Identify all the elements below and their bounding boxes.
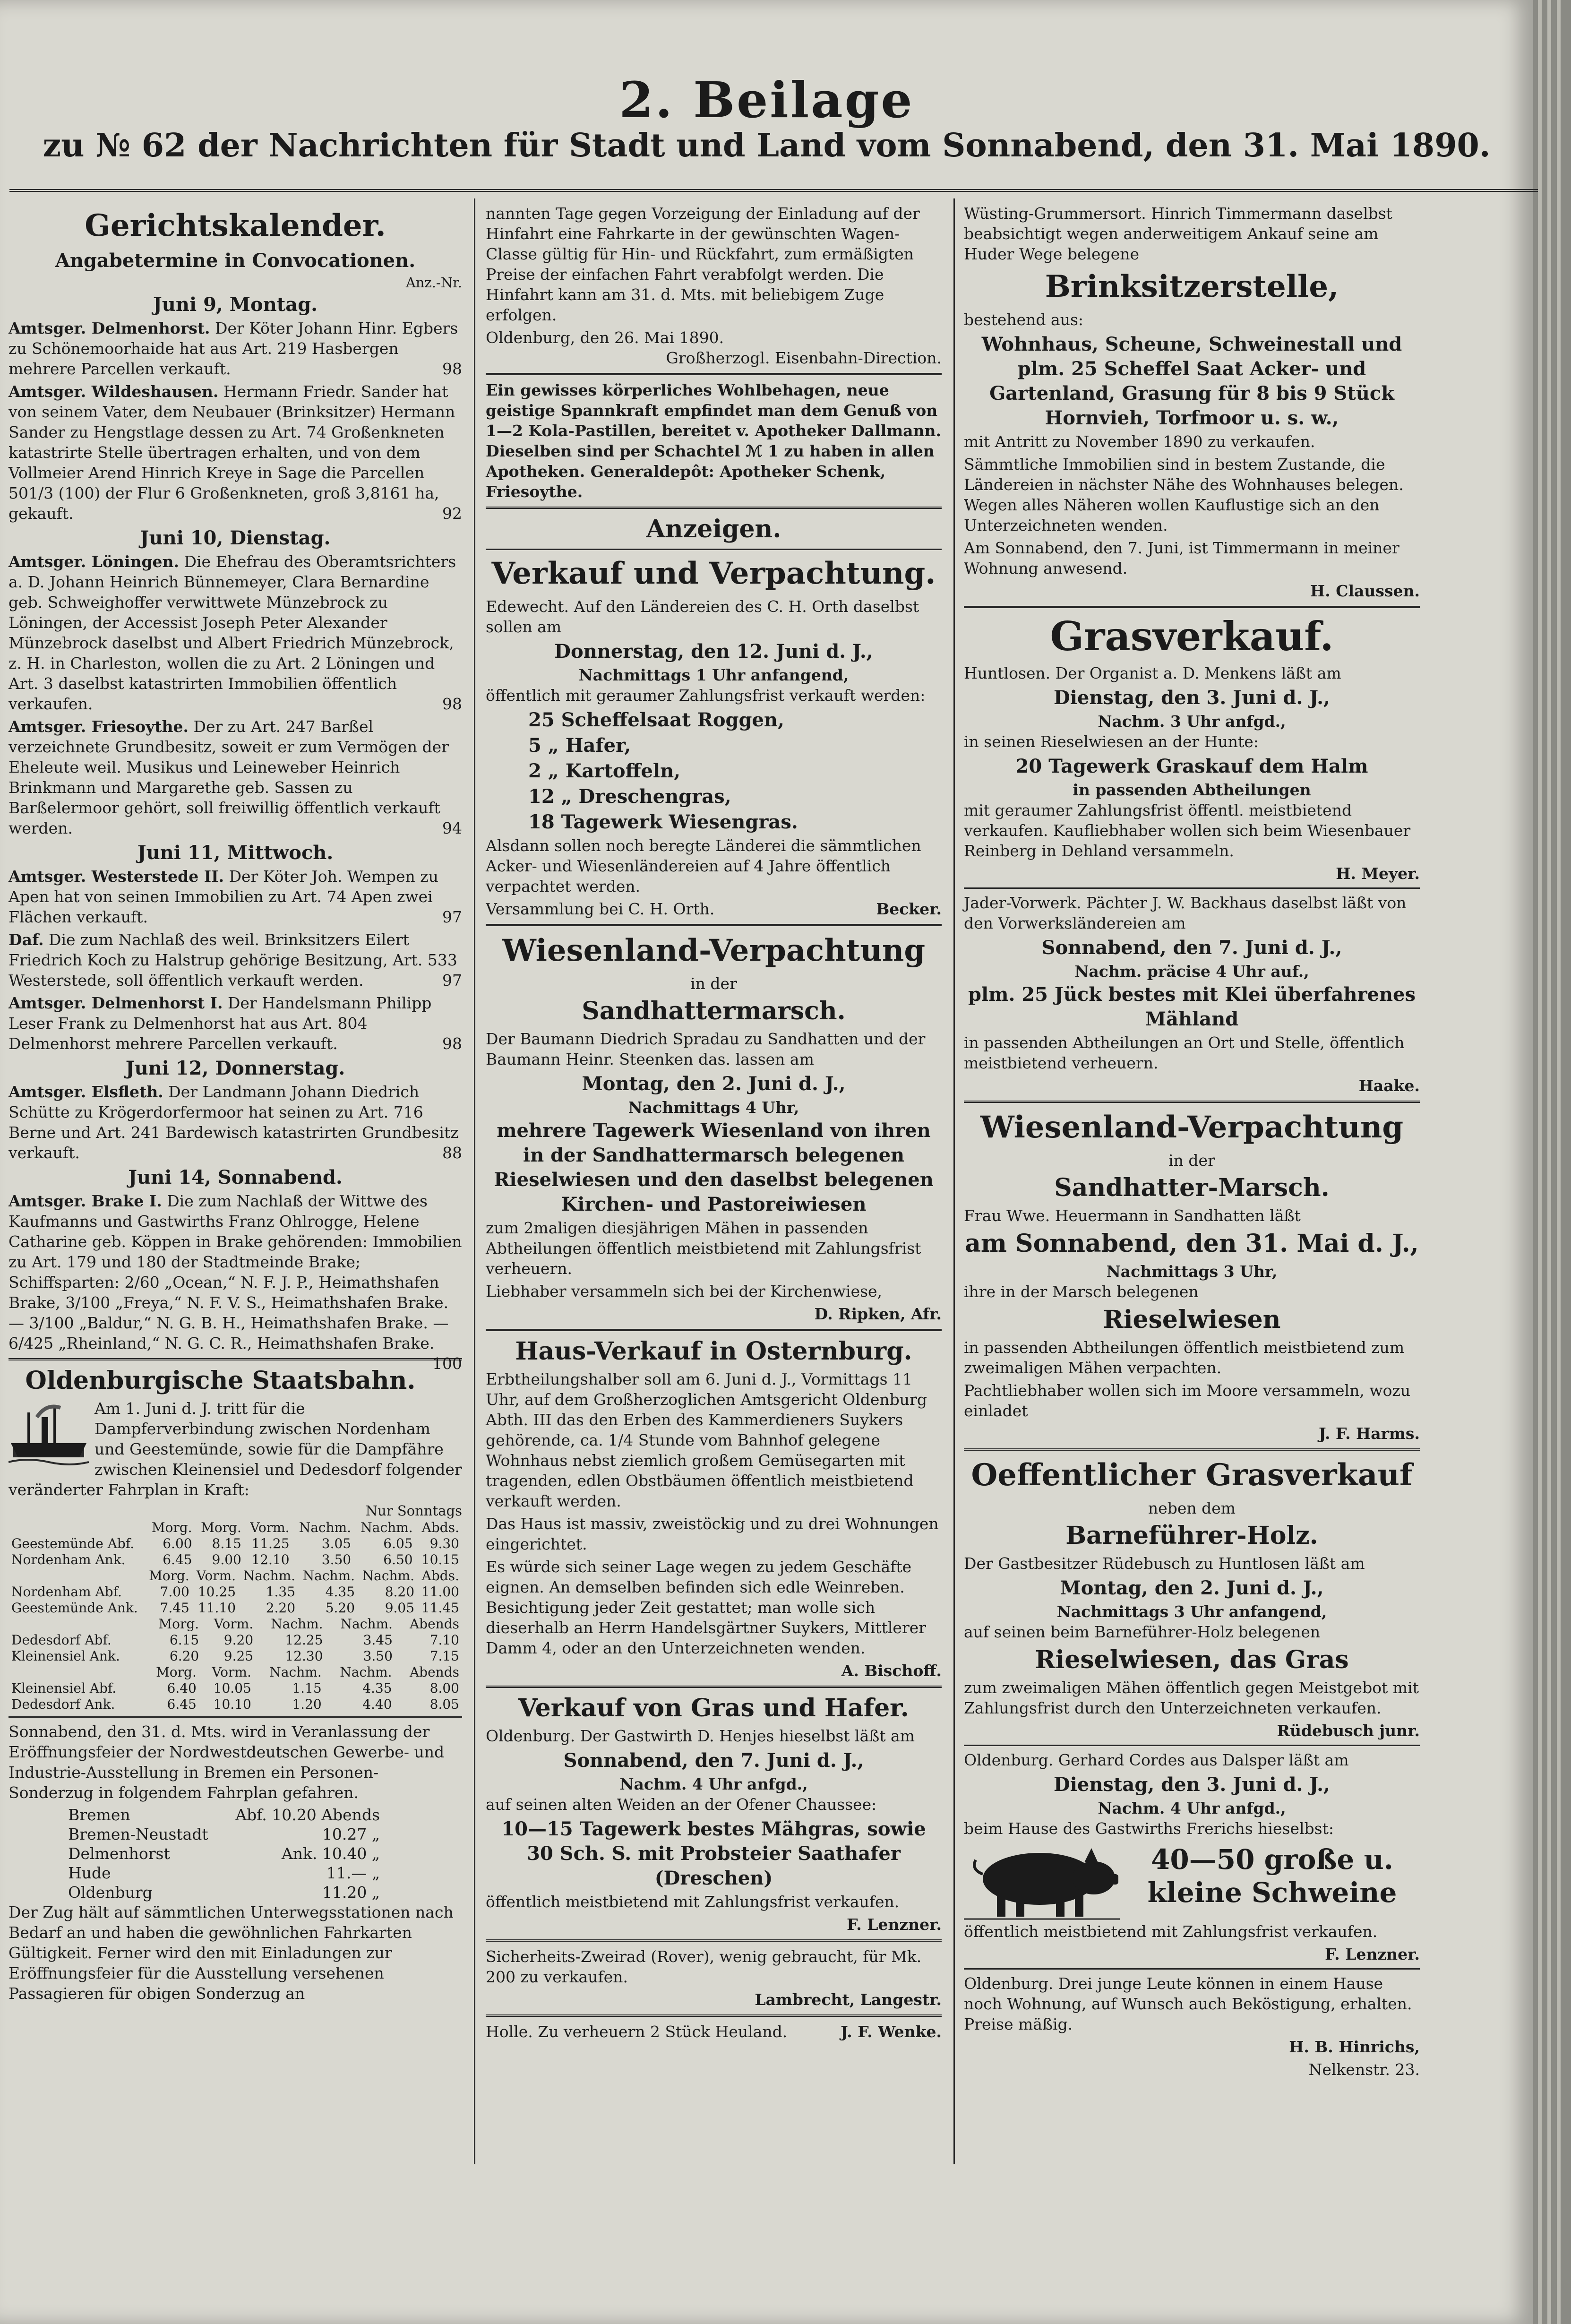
- timetable-cell: 2.20: [266, 1600, 296, 1616]
- ad-date: Dienstag, den 3. Juni d. J.,: [1054, 1773, 1330, 1796]
- timetable-cell: Vorm.: [250, 1520, 290, 1535]
- ad-time: Nachmittags 3 Uhr,: [1106, 1262, 1278, 1281]
- entry-number: 100: [432, 1354, 462, 1373]
- timetable-cell: 7.00: [160, 1584, 189, 1600]
- section-rule: [486, 507, 942, 509]
- page-edge: [1538, 0, 1542, 2324]
- timetable-cell: 11.00: [421, 1584, 459, 1600]
- timetable-cell: Dedesdorf Abf.: [11, 1632, 112, 1648]
- ad-signature: [486, 899, 942, 919]
- timetable-cell: 6.15: [169, 1632, 199, 1648]
- rail-intro: [9, 1398, 462, 1500]
- timetable-nordenham: [9, 1520, 462, 1568]
- ad-highlight: 40—50 große u. kleine Schweine: [1147, 1843, 1397, 1909]
- court-text: Der Handelsmann Philipp Leser Frank zu Delmenhorst hat aus Art. 804 Delmenhorst mehrere Parcellen verkauft.: [9, 994, 432, 1053]
- entry-number: 98: [442, 1034, 462, 1053]
- timetable-cell: Morg.: [158, 1616, 199, 1632]
- ad-highlight: 20 Tagewerk Graskauf dem Halm: [1015, 755, 1368, 777]
- ad-heading: Verkauf von Gras und Hafer.: [518, 1694, 909, 1722]
- ad-text: Sämmtliche Immobilien sind in bestem Zustande, die Ländereien in nächster Nähe des Wohnhauses belegen. Wegen alles Näheren wollen Kauflustige sich an den Unterzeichneten wenden.: [964, 455, 1404, 534]
- timetable-cell: 7.45: [160, 1600, 189, 1616]
- timetable-cell: 8.15: [212, 1536, 241, 1551]
- anz-label: Anz.-Nr.: [405, 275, 462, 291]
- ad-text: öffentlich meistbietend mit Zahlungsfrist verkaufen.: [964, 1922, 1378, 1941]
- court-entry: [9, 318, 462, 379]
- timetable-cell: 1.15: [292, 1680, 322, 1696]
- court-entry: [9, 1191, 462, 1373]
- timetable-cell: 3.50: [321, 1552, 352, 1567]
- timetable-cell: 6.40: [167, 1680, 197, 1696]
- timetable-cell: Kleinensiel Abf.: [11, 1680, 117, 1696]
- timetable-cell: 9.00: [212, 1552, 241, 1567]
- section-rule: [486, 1939, 942, 1942]
- timetable-cell: Vorm.: [196, 1568, 236, 1584]
- court-text: Hermann Friedr. Sander hat von seinem Vater, dem Neubauer (Brinksitzer) Hermann Sander zu Hengstlage dessen zu Art. 74 Großenkneten katastrirte Stelle übertragen erhalten, und von dem Vollmeier Arend Hinrich Kreye in Sage die Parcellen 501/3 (100) der Flur 6 Großenkneten, groß 3,8161 ha, gekauft.: [9, 382, 455, 523]
- timetable-cell: 9.05: [385, 1600, 415, 1616]
- page-subtitle: zu № 62 der Nachrichten für Stadt und Land vom Sonnabend, den 31. Mai 1890.: [43, 127, 1491, 164]
- special-train-schedule: [65, 1805, 383, 1902]
- timetable-cell: Nachm.: [271, 1616, 323, 1632]
- timetable-kleinensiel: [9, 1664, 462, 1713]
- ad-text: in der: [690, 974, 737, 993]
- ad-subheading: Sandhatter-Marsch.: [1054, 1173, 1330, 1202]
- rail-intro-text: Am 1. Juni d. J. tritt für die Dampferverbindung zwischen Nordenham und Geestemünde, sowie für die Dampfähre zwischen Kleinensiel und Dedesdorf folgender veränderter Fahrplan in Kraft:: [9, 1399, 462, 1499]
- ad-text: in passenden Abtheilungen: [1073, 781, 1311, 799]
- page-title: 2. Beilage: [619, 71, 914, 129]
- timetable-cell: 6.45: [167, 1696, 197, 1712]
- timetable-cell: 8.05: [429, 1696, 459, 1712]
- ad-sign: J. F. Wenke.: [841, 2023, 942, 2041]
- ad-text: ihre in der Marsch belegenen: [964, 1283, 1199, 1301]
- ad-text: Erbtheilungshalber soll am 6. Juni d. J., Vormittags 11 Uhr, auf dem Großherzoglichen Amtsgericht Oldenburg Abth. III das den Erben des Kammerdieners Suykers gehörende, ca. 1/4 Stunde vom Bahnhof gelegene Wohnhaus nebst ziemlich großem Gemüsegarten mit tragenden, edlen Obstbäumen öffentlich meistbietend verkauft werden.: [486, 1370, 927, 1510]
- ad-highlight: 10—15 Tagewerk bestes Mähgras, sowie 30 Sch. S. mit Probsteier Saathafer (Dreschen): [501, 1818, 926, 1889]
- ads-heading: Anzeigen.: [646, 515, 781, 543]
- timetable-cell: 3.05: [321, 1536, 352, 1551]
- ad-text: Der Gastbesitzer Rüdebusch zu Huntlosen läßt am: [964, 1554, 1365, 1573]
- ad-text: mit Antritt zu November 1890 zu verkaufen.: [964, 432, 1315, 451]
- ad-item: 5 „ Hafer,: [528, 734, 631, 757]
- header-rule: [9, 189, 1538, 192]
- timetable-cell: 12.30: [285, 1648, 323, 1664]
- timetable-cell: Abends: [409, 1616, 459, 1632]
- timetable-cell: 12.25: [285, 1632, 323, 1648]
- timetable-cell: Vorm.: [214, 1616, 254, 1632]
- timetable-cell: 1.20: [292, 1696, 322, 1712]
- timetable-header-row: [9, 1568, 462, 1584]
- sunday-note: Nur Sonntags: [365, 1503, 462, 1519]
- ad-time: Nachm. 3 Uhr anfgd.,: [1098, 712, 1286, 731]
- court-entry: [9, 930, 462, 990]
- timetable-row: [65, 1883, 383, 1902]
- ad-sign: Rüdebusch junr.: [1277, 1721, 1420, 1740]
- ad-sign: H. Meyer.: [1336, 864, 1420, 883]
- pig-icon: [964, 1841, 1120, 1921]
- ad-date: Dienstag, den 3. Juni d. J.,: [1054, 687, 1330, 709]
- timetable-row: [9, 1536, 462, 1552]
- timetable-cell: Nachm.: [361, 1520, 413, 1535]
- section-rule: [9, 1358, 462, 1360]
- timetable-row: [9, 1552, 462, 1568]
- timetable-cell: 4.35: [362, 1680, 392, 1696]
- section-rule: [964, 1745, 1420, 1746]
- timetable-cell: [9, 1616, 146, 1632]
- entry-number: 92: [442, 504, 462, 523]
- rail-closing: Der Zug hält auf sämmtlichen Unterwegsstationen nach Bedarf an und haben die gewöhnlichen Fahrkarten Gültigkeit. Ferner wird den mit Einladungen zur Eröffnungsfeier für die Ausstellung versehenen Passagieren für obigen Sonderzug an: [9, 1903, 454, 2003]
- timetable-cell: 7.10: [429, 1632, 459, 1648]
- entry-date: Juni 9, Montag.: [153, 293, 318, 316]
- timetable-cell: 6.00: [163, 1536, 192, 1551]
- ad-date: Montag, den 2. Juni d. J.,: [582, 1073, 846, 1095]
- sign-place: Oldenburg, den 26. Mai 1890.: [486, 328, 724, 347]
- ad-heading: Oeffentlicher Grasverkauf: [971, 1457, 1413, 1493]
- timetable-cell: Hude: [68, 1864, 111, 1882]
- pig-ad: [964, 1841, 1420, 1921]
- timetable-row: [9, 1680, 462, 1696]
- timetable-cell: Ank. 10.40 „: [281, 1844, 380, 1863]
- timetable-cell: 3.50: [363, 1648, 393, 1664]
- timetable-cell: 10.05: [213, 1680, 251, 1696]
- ad-heading: Grasverkauf.: [1050, 613, 1334, 660]
- timetable-geestemuende: [9, 1568, 462, 1616]
- ad-time: Nachm. präcise 4 Uhr auf.,: [1074, 962, 1309, 981]
- ad-text: Oldenburg. Drei junge Leute können in einem Hause noch Wohnung, auf Wunsch auch Beköstigung, erhalten. Preise mäßig.: [964, 1974, 1412, 2033]
- ad-sign: Haake.: [1358, 1076, 1420, 1095]
- holle-ad: [486, 2022, 942, 2042]
- ad-text: Holle. Zu verheuern 2 Stück Heuland.: [486, 2023, 788, 2041]
- section-rule: [964, 1448, 1420, 1451]
- timetable-cell: Nordenham Ank.: [11, 1552, 126, 1567]
- ad-text: bestehend aus:: [964, 310, 1084, 329]
- timetable-row: [9, 1584, 462, 1600]
- section-rule: [964, 887, 1420, 889]
- court-name: Amtsger. Delmenhorst I.: [9, 994, 223, 1012]
- court-name: Amtsger. Wildeshausen.: [9, 382, 219, 401]
- ad-time: Nachmittags 3 Uhr anfangend,: [1056, 1602, 1327, 1621]
- timetable-cell: Oldenburg: [68, 1883, 153, 1902]
- rail-continuation: nannten Tage gegen Vorzeigung der Einladung auf der Hinfahrt eine Fahrkarte in der gewünschten Wagen-Classe gültig für Hin- und Rückfahrt, zum ermäßigten Preise der einfachen Fahrt verabfolgt werden. Die Hinfahrt kann am 31. d. Mts. mit beliebigem Zuge erfolgen.: [486, 204, 920, 324]
- section-rule: [486, 1329, 942, 1331]
- ad-text: Oldenburg. Gerhard Cordes aus Dalsper läßt am: [964, 1751, 1349, 1769]
- timetable-cell: Nachm.: [340, 1616, 393, 1632]
- court-entry: [9, 716, 462, 838]
- timetable-cell: 4.35: [325, 1584, 355, 1600]
- timetable-header-row: [9, 1616, 462, 1632]
- timetable-cell: Morg.: [156, 1664, 197, 1680]
- ad-text: Der Baumann Diedrich Spradau zu Sandhatten und der Baumann Heinr. Steenken das. lassen am: [486, 1030, 926, 1068]
- ad-text: beim Hause des Gastwirths Frerichs hieselbst:: [964, 1819, 1334, 1838]
- section-rule: [486, 373, 942, 375]
- ad-text: neben dem: [1148, 1499, 1236, 1517]
- entry-number: 97: [442, 971, 462, 990]
- timetable-cell: Abends: [409, 1664, 459, 1680]
- timetable-cell: Nachm.: [243, 1568, 296, 1584]
- timetable-cell: Delmenhorst: [68, 1844, 170, 1863]
- ad-sign: A. Bischoff.: [841, 1661, 942, 1680]
- ad-subheading: Sandhattermarsch.: [582, 997, 846, 1025]
- timetable-header-row: [9, 1664, 462, 1680]
- ad-text: auf seinen alten Weiden an der Ofener Chaussee:: [486, 1795, 877, 1814]
- court-entry: [9, 551, 462, 714]
- entry-number: 98: [442, 695, 462, 713]
- timetable-cell: Bremen-Neustadt: [68, 1825, 208, 1843]
- timetable-row: [9, 1648, 462, 1664]
- bicycle-ad: Sicherheits-Zweirad (Rover), wenig gebraucht, für Mk. 200 zu verkaufen.: [486, 1947, 922, 1986]
- timetable-cell: 11.— „: [326, 1864, 380, 1882]
- court-entry: [9, 381, 462, 524]
- court-name: Amtsger. Elsfleth.: [9, 1083, 163, 1101]
- ad-heading: Brinksitzerstelle,: [1045, 269, 1339, 304]
- timetable-cell: 11.25: [251, 1536, 290, 1551]
- section-rule: [964, 606, 1420, 608]
- ad-heading: Verkauf und Verpachtung.: [491, 556, 936, 591]
- ad-date: Sonnabend, den 7. Juni d. J.,: [1041, 937, 1342, 959]
- ad-item: 18 Tagewerk Wiesengras.: [528, 811, 798, 833]
- ad-sign: F. Lenzner.: [847, 1915, 942, 1934]
- court-text: Der zu Art. 247 Barßel verzeichnete Grundbesitz, soweit er zum Vermögen der Eheleute weil. Musikus und Leineweber Heinrich Brinkmann und Margarethe geb. Sassen zu Barßelermoor gehört, soll freiwillig öffentlich verkauft werden.: [9, 717, 449, 837]
- ad-text: in passenden Abtheilungen an Ort und Stelle, öffentlich meistbietend verheuern.: [964, 1033, 1405, 1072]
- ad-text: Es würde sich seiner Lage wegen zu jedem Geschäfte eignen. An demselben befinden sich edle Weinreben. Besichtigung jeder Zeit gestattet; man wolle sich dieserhalb an Herrn Handelsgärtner Suykers, Mittlerer Damm 4, oder an den Unterzeichneten wenden.: [486, 1558, 927, 1657]
- timetable-cell: Nachm.: [269, 1664, 322, 1680]
- ad-heading: Haus-Verkauf in Osternburg.: [515, 1337, 912, 1366]
- timetable-cell: 7.15: [429, 1648, 459, 1664]
- court-name: Amtsger. Brake I.: [9, 1192, 162, 1210]
- entry-date: Juni 14, Sonnabend.: [128, 1166, 343, 1188]
- ad-text: Edewecht. Auf den Ländereien des C. H. Orth daselbst sollen am: [486, 597, 919, 636]
- special-train-notice: Sonnabend, den 31. d. Mts. wird in Veranlassung der Eröffnungsfeier der Nordwestdeutschen Gewerbe- und Industrie-Ausstellung in Bremen ein Personen-Sonderzug in folgendem Fahrplan gefahren.: [9, 1722, 445, 1802]
- ad-text: Liebhaber versammeln sich bei der Kirchenwiese,: [486, 1282, 883, 1300]
- ad-sign: H. Claussen.: [1310, 582, 1420, 600]
- timetable-cell: 5.20: [325, 1600, 355, 1616]
- timetable-cell: Morg.: [149, 1568, 189, 1584]
- timetable-cell: Morg.: [201, 1520, 241, 1535]
- court-text: Die zum Nachlaß des weil. Brinksitzers Eilert Friedrich Koch zu Halstrup gehörige Besitzung, Art. 533 Westerstede, soll öffentlich verkauft werden.: [9, 930, 457, 990]
- ad-text: auf seinen beim Barneführer-Holz belegenen: [964, 1623, 1321, 1641]
- ad-date: am Sonnabend, den 31. Mai d. J.,: [965, 1229, 1419, 1258]
- timetable-cell: Geestemünde Ank.: [11, 1600, 138, 1616]
- ad-sign: Lambrecht, Langestr.: [755, 1990, 942, 2009]
- ad-sign: Becker.: [876, 900, 942, 918]
- section-rule: [9, 1716, 462, 1718]
- court-calendar-heading: Gerichtskalender.: [85, 208, 386, 243]
- timetable-row: [9, 1600, 462, 1616]
- timetable-cell: 6.20: [169, 1648, 199, 1664]
- timetable-cell: 9.25: [223, 1648, 254, 1664]
- ad-time: Nachmittags 4 Uhr,: [628, 1098, 799, 1117]
- ad-heading: Wiesenland-Verpachtung: [980, 1110, 1404, 1145]
- timetable-cell: Bremen: [68, 1806, 130, 1824]
- timetable-cell: 11.10: [197, 1600, 236, 1616]
- court-text: Der Köter Johann Hinr. Egbers zu Schönemoorhaide hat aus Art. 219 Hasbergen mehrere Parcellen verkauft.: [9, 319, 458, 378]
- timetable-cell: 12.10: [251, 1552, 290, 1567]
- column-divider: [474, 198, 475, 2164]
- ad-item: 25 Scheffelsaat Roggen,: [528, 709, 784, 731]
- timetable-cell: 3.45: [363, 1632, 393, 1648]
- court-entry: [9, 993, 462, 1054]
- ad-text: in seinen Rieselwiesen an der Hunte:: [964, 732, 1259, 751]
- ad-highlight: Wohnhaus, Scheune, Schweinestall und plm. 25 Scheffel Saat Acker- und Gartenland, Grasung für 8 bis 9 Stück Hornvieh, Torfmoor u. s. w.,: [981, 333, 1402, 429]
- court-text: Die zum Nachlaß der Wittwe des Kaufmanns und Gastwirths Franz Ohlrogge, Helene Catharine geb. Köppen in Brake gehörenden: Immobilien zu Art. 179 und 180 der Stadtmeinde Brake; Schiffsparten: 2/60 „Ocean,“ N. F. J. P., Heimathshafen Brake, 3/100 „Freya,“ N. F. V. S., Heimathshafen Brake. — 3/100 „Baldur,“ N. G. B. H., Heimathshafen Brake. — 6/425 „Rheinland,“ N. G. C. R., Heimathshafen Brake.: [9, 1192, 462, 1352]
- ad-address: Nelkenstr. 23.: [1308, 2060, 1420, 2079]
- ad-text: zum zweimaligen Mähen öffentlich gegen Meistgebot mit Zahlungsfrist durch den Unterzeichneten verkaufen.: [964, 1678, 1419, 1717]
- ad-text: Jader-Vorwerk. Pächter J. W. Backhaus daselbst läßt von den Vorwerksländereien am: [964, 894, 1407, 932]
- timetable-cell: 11.20 „: [322, 1883, 380, 1902]
- entry-date: Juni 12, Donnerstag.: [125, 1057, 345, 1079]
- ad-text: Frau Wwe. Heuermann in Sandhatten läßt: [964, 1206, 1301, 1225]
- timetable-cell: 6.45: [163, 1552, 192, 1567]
- timetable-cell: Nachm.: [302, 1568, 355, 1584]
- ad-text: Pachtliebhaber wollen sich im Moore versammeln, wozu einladet: [964, 1381, 1411, 1420]
- timetable-cell: 10.10: [213, 1696, 251, 1712]
- sign-authority: Großherzogl. Eisenbahn-Direction.: [666, 349, 942, 367]
- timetable-cell: Nordenham Abf.: [11, 1584, 122, 1600]
- timetable-cell: 6.50: [383, 1552, 413, 1567]
- timetable-cell: 4.40: [362, 1696, 392, 1712]
- timetable-dedesdorf: [9, 1616, 462, 1664]
- kola-ad: Ein gewisses körperliches Wohlbehagen, neue geistige Spannkraft empfindet man dem Genuß von 1—2 Kola-Pastillen, bereitet v. Apotheker Dallmann. Dieselben sind per Schachtel ℳ 1 zu haben in allen Apotheken. Generaldepôt: Apotheker Schenk, Friesoythe.: [486, 381, 941, 501]
- court-entry: [9, 866, 462, 927]
- ad-text: in der: [1168, 1151, 1215, 1170]
- timetable-cell: Morg.: [151, 1520, 192, 1535]
- section-rule: [486, 549, 942, 550]
- timetable-cell: [9, 1568, 145, 1584]
- timetable-cell: Abds.: [421, 1568, 459, 1584]
- timetable-cell: Nachm.: [340, 1664, 392, 1680]
- timetable-row: [65, 1825, 383, 1844]
- entry-number: 97: [442, 908, 462, 926]
- entry-number: 88: [442, 1144, 462, 1162]
- rail-signature: [486, 327, 942, 368]
- ad-text: öffentlich mit geraumer Zahlungsfrist verkauft werden:: [486, 686, 926, 705]
- timetable-cell: [9, 1664, 143, 1680]
- page-edge: [1557, 0, 1561, 2324]
- ad-time: Nachm. 4 Uhr anfgd.,: [1098, 1799, 1286, 1817]
- column-3: [964, 203, 1420, 2082]
- court-name: Daf.: [9, 930, 44, 949]
- court-name: Amtsger. Delmenhorst.: [9, 319, 210, 337]
- timetable-cell: 10.15: [421, 1552, 459, 1567]
- timetable-header-row: [9, 1520, 462, 1536]
- ad-sign: H. B. Hinrichs,: [1289, 2038, 1420, 2056]
- timetable-cell: 6.05: [383, 1536, 413, 1551]
- ad-text: öffentlich meistbietend mit Zahlungsfrist verkaufen.: [486, 1893, 900, 1911]
- ad-time: Nachmittags 1 Uhr anfangend,: [578, 666, 849, 684]
- ad-text: Versammlung bei C. H. Orth.: [486, 900, 715, 918]
- ad-text: Oldenburg. Der Gastwirth D. Henjes hieselbst läßt am: [486, 1727, 915, 1745]
- ad-time: Nachm. 4 Uhr anfgd.,: [619, 1775, 808, 1793]
- court-entry: [9, 1082, 462, 1163]
- timetable-cell: 10.25: [197, 1584, 236, 1600]
- ad-date: Montag, den 2. Juni d. J.,: [1060, 1577, 1324, 1599]
- section-rule: [486, 1686, 942, 1688]
- court-text: Die Ehefrau des Oberamtsrichters a. D. Johann Heinrich Bünnemeyer, Clara Bernardine geb. Schweighoffer verwittwete Münzebrock zu Löningen, der Accessist Joseph Peter Alexander Münzebrock daselbst und Albert Friedrich Münzebrock, z. H. in Charleston, wollen die zu Art. 2 Löningen und Art. 3 daselbst katastrirten Immobilien öffentlich verkaufen.: [9, 552, 456, 713]
- section-rule: [486, 924, 942, 926]
- ad-text: Huntlosen. Der Organist a. D. Menkens läßt am: [964, 664, 1341, 682]
- timetable-cell: [9, 1520, 146, 1536]
- column-1: [9, 203, 462, 2006]
- timetable-cell: 1.35: [266, 1584, 296, 1600]
- timetable-cell: 8.20: [385, 1584, 415, 1600]
- court-text: Der Landmann Johann Diedrich Schütte zu Krögerdorfermoor hat seinen zu Art. 716 Berne und Art. 241 Bardewisch katastrirten Grundbesitz verkauft.: [9, 1083, 459, 1162]
- ad-text: zum 2maligen diesjährigen Mähen in passenden Abtheilungen öffentlich meistbietend mit Zahlungsfrist verheuern.: [486, 1219, 921, 1278]
- timetable-row: [65, 1844, 383, 1863]
- timetable-row: [65, 1805, 383, 1825]
- timetable-cell: Abds.: [421, 1520, 459, 1535]
- ad-text: in passenden Abtheilungen öffentlich meistbietend zum zweimaligen Mähen verpachten.: [964, 1338, 1405, 1377]
- timetable-row: [65, 1863, 383, 1883]
- ad-subheading: Barneführer-Holz.: [1065, 1521, 1318, 1550]
- timetable-cell: Nachm.: [299, 1520, 352, 1535]
- entry-date: Juni 11, Mittwoch.: [137, 842, 334, 864]
- timetable-cell: Vorm.: [212, 1664, 251, 1680]
- timetable-cell: 10.27 „: [322, 1825, 380, 1843]
- column-2: [486, 203, 942, 2044]
- entry-date: Juni 10, Dienstag.: [140, 527, 331, 549]
- ad-text: Am Sonnabend, den 7. Juni, ist Timmermann in meiner Wohnung anwesend.: [964, 539, 1399, 577]
- ad-text: mit geraumer Zahlungsfrist öffentl. meistbietend verkaufen. Kaufliebhaber wollen sich beim Wiesenbauer Reinberg in Dehland versammeln.: [964, 801, 1411, 860]
- court-calendar-subheading: Angabetermine in Convocationen.: [55, 250, 416, 272]
- court-name: Amtsger. Westerstede II.: [9, 867, 224, 886]
- ad-text: Das Haus ist massiv, zweistöckig und zu drei Wohnungen eingerichtet.: [486, 1515, 939, 1553]
- entry-number: 94: [442, 819, 462, 837]
- ad-date: Donnerstag, den 12. Juni d. J.,: [554, 640, 873, 663]
- ad-text: Wüsting-Grummersort. Hinrich Timmermann daselbst beabsichtigt wegen anderweitigem Ankauf seine am Huder Wege belegene: [964, 204, 1392, 263]
- ad-heading: Wiesenland-Verpachtung: [502, 933, 926, 968]
- timetable-cell: Abf. 10.20 Abends: [235, 1806, 380, 1824]
- timetable-cell: 9.20: [223, 1632, 254, 1648]
- ad-highlight: Rieselwiesen, das Gras: [1035, 1645, 1349, 1674]
- section-rule: [964, 1101, 1420, 1103]
- timetable-cell: Geestemünde Abf.: [11, 1536, 135, 1551]
- timetable-cell: 8.00: [429, 1680, 459, 1696]
- timetable-row: [9, 1696, 462, 1713]
- entry-number: 98: [442, 360, 462, 378]
- ad-sign: D. Ripken, Afr.: [814, 1305, 942, 1323]
- ad-date: Sonnabend, den 7. Juni d. J.,: [563, 1749, 864, 1772]
- rail-heading: Oldenburgische Staatsbahn.: [25, 1366, 416, 1395]
- ad-highlight: mehrere Tagewerk Wiesenland von ihren in der Sandhattermarsch belegenen Rieselwiesen und den daselbst belegenen Kirchen- und Pastoreiwiesen: [494, 1119, 934, 1215]
- ad-item: 12 „ Dreschengras,: [528, 785, 731, 808]
- timetable-cell: 11.45: [421, 1600, 459, 1616]
- court-name: Amtsger. Löningen.: [9, 552, 180, 571]
- section-rule: [486, 2014, 942, 2017]
- steamship-icon: [9, 1398, 89, 1469]
- ad-item: 2 „ Kartoffeln,: [528, 760, 681, 782]
- timetable-cell: Nachm.: [362, 1568, 415, 1584]
- timetable-cell: 9.30: [429, 1536, 459, 1551]
- page-edge: [1547, 0, 1551, 2324]
- ad-sign: J. F. Harms.: [1318, 1424, 1420, 1443]
- ad-text: Alsdann sollen noch beregte Länderei die sämmtlichen Acker- und Wiesenländereien auf 4 Jahre öffentlich verpachtet werden.: [486, 836, 921, 895]
- timetable-cell: Kleinensiel Ank.: [11, 1648, 120, 1664]
- timetable-row: [9, 1632, 462, 1648]
- court-text: Der Köter Joh. Wempen zu Apen hat von seinen Immobilien zu Art. 74 Apen zwei Flächen verkauft.: [9, 867, 438, 926]
- ad-highlight: Rieselwiesen: [1103, 1305, 1281, 1334]
- ad-sign: F. Lenzner.: [1325, 1945, 1420, 1963]
- ad-highlight: plm. 25 Jück bestes mit Klei überfahrenes Mähland: [968, 983, 1416, 1030]
- column-divider: [953, 198, 955, 2164]
- section-rule: [964, 1968, 1420, 1970]
- timetable-cell: Dedesdorf Ank.: [11, 1696, 115, 1712]
- court-name: Amtsger. Friesoythe.: [9, 717, 189, 736]
